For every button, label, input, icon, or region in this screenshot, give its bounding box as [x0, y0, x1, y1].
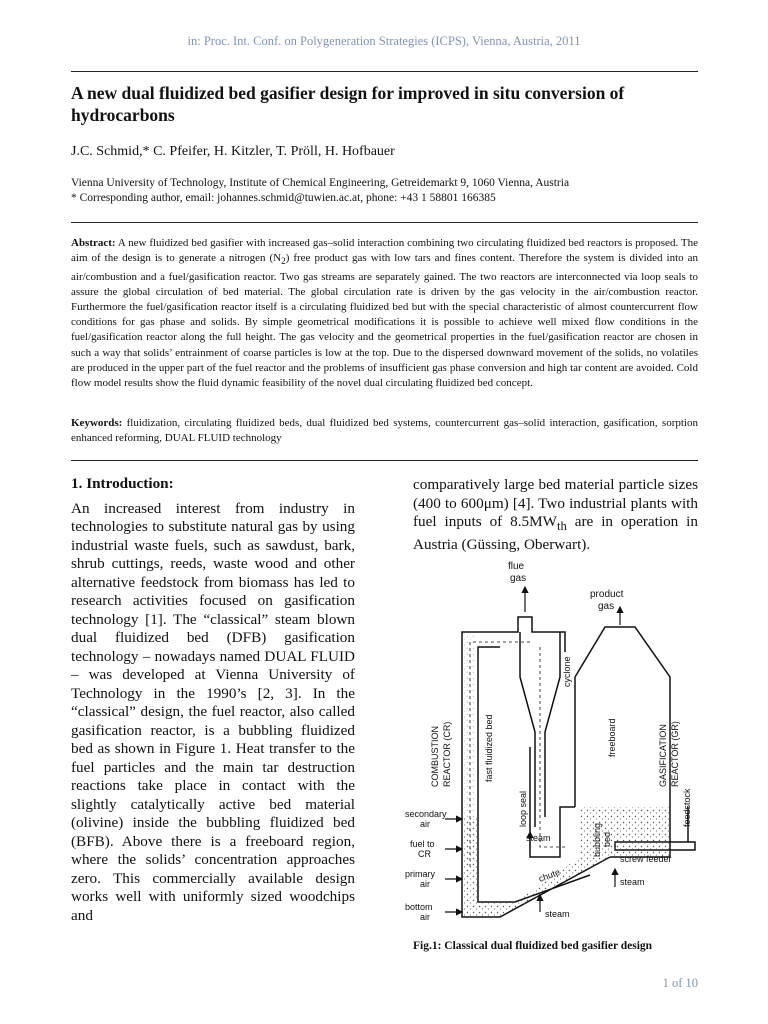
riser-flow-path — [470, 642, 530, 867]
section-rule — [71, 460, 698, 461]
feedstock-label: feedstock — [682, 788, 692, 827]
chute-label: chute — [537, 866, 562, 884]
fuel-to-cr-label-1: fuel to — [410, 839, 435, 849]
intro-text-right-a: comparatively large bed material particle sizes (400 to 600μm) [4]. Two industrial plants with fuel inputs of 8.5MW — [413, 476, 698, 530]
bubbling-bed-label-1: bubbling — [592, 822, 602, 857]
abstract-text-a: A new fluidized bed gasifier with increased gas–solid interaction combining two circulating fluidized bed reactors is proposed. The aim of the design is to generate a nitrogen (N — [71, 237, 698, 265]
abstract-rule — [71, 222, 698, 223]
secondary-air-label-2: air — [420, 819, 431, 829]
corresponding-author: * Corresponding author, email: johannes.schmid@tuwien.ac.at, phone: +43 1 58801 166385 — [71, 192, 496, 204]
product-gas-label-1: product — [590, 589, 624, 600]
intro-subscript: th — [556, 519, 567, 534]
keywords — [71, 416, 698, 446]
gasification-reactor-label-2: REACTOR (GR) — [670, 721, 680, 787]
top-rule — [71, 71, 698, 72]
paper-title: A new dual fluidized bed gasifier design for improved in situ conversion of hydrocarbons — [71, 83, 625, 125]
right-column — [413, 476, 698, 554]
affiliation-institute: Vienna University of Technology, Institute of Chemical Engineering, Getreidemarkt 9, 1060 Vienna, Austria — [71, 177, 570, 189]
steam-label-loop-seal: steam — [526, 833, 551, 843]
cyclone-label: cyclone — [562, 656, 572, 687]
flue-gas-label-1: flue — [508, 561, 525, 572]
left-column — [71, 475, 355, 925]
loop-seal-label: loop seal — [518, 790, 528, 827]
primary-air-label-1: primary — [405, 869, 436, 879]
fuel-to-cr-label-2: CR — [418, 849, 431, 859]
steam-label-chute: steam — [545, 909, 570, 919]
product-gas-label-2: gas — [598, 601, 615, 612]
primary-air-label-2: air — [420, 879, 431, 889]
bottom-air-label-2: air — [420, 912, 431, 922]
abstract-subscript: 2 — [281, 256, 286, 267]
affiliation-block — [71, 176, 569, 206]
bottom-air-label-1: bottom — [405, 902, 433, 912]
secondary-air-label-1: secondary — [405, 809, 447, 819]
flue-gas-label-2: gas — [510, 573, 527, 584]
bubbling-bed-label-2: bed — [602, 831, 612, 847]
author-list: J.C. Schmid,* C. Pfeifer, H. Kitzler, T. Pröll, H. Hofbauer — [71, 144, 395, 159]
intro-paragraph-left: An increased interest from industry in technologies to substitute natural gas by using industrial waste fuels, such as sawdust, bark, shrub cuttings, reeds, waste wood and other alternative feedstock from biomass has led to research activities focused on gasification technology [1]. The “classical” steam blown dual fluidized bed (DFB) gasification technology – nowadays named DUAL FLUID – was developed at Vienna University of Technology in the 1990’s [2, 3]. In the “classical” design, the fuel reactor, also called gasification reactor, is a bubbling fluidized bed as shown in Figure 1. Heat transfer to the fuel particles and the main tar destruction reactions take place in contact with the slightly catalytically active bed material (olivine) inside the bubbling fluidized bed (BFB). Above there is a freeboard region, where the solids’ concentration approaches zero. This commercially available design works well with uniformly sized woodchips and — [71, 499, 355, 924]
screw-feeder-label: screw feeder — [620, 854, 672, 864]
freeboard-label: freeboard — [607, 718, 617, 757]
keywords-text: fluidization, circulating fluidized beds, dual fluidized bed systems, countercurrent gas–solid interaction, gasification, sorption enhanced reforming, DUAL FLUID technology — [71, 417, 698, 445]
combustion-reactor-label-1: COMBUSTION — [430, 725, 440, 787]
gasifier-diagram — [400, 557, 700, 932]
fast-bed-label: fast fluidized bed — [484, 714, 494, 782]
intro-text-right-b: are in operation in Austria (Güssing, Oberwart). — [413, 513, 698, 553]
page-number: 1 of 10 — [662, 976, 698, 990]
cyclone-right-wall — [545, 632, 560, 817]
steam-label-gr: steam — [620, 877, 645, 887]
combustion-reactor-label-2: REACTOR (CR) — [442, 721, 452, 787]
gasifier-figure — [400, 557, 700, 932]
abstract-label: Abstract: — [71, 237, 116, 249]
gasification-reactor-label-1: GASIFICATION — [658, 724, 668, 787]
figure-caption: Fig.1: Classical dual fluidized bed gasifier design — [413, 940, 653, 952]
keywords-label: Keywords: — [71, 417, 123, 429]
conference-header: in: Proc. Int. Conf. on Polygeneration Strategies (ICPS), Vienna, Austria, 2011 — [187, 34, 581, 48]
abstract — [71, 236, 698, 391]
abstract-text-b: ) free product gas with low tars and fines content. Therefore the system is divided into an air/combustion and a fuel/gasification reactor. Two gas streams are separately gained. The two reactors are interconnected via loop seals to assure the global circulation of bed material. The global circulation rate is driven by the gas velocity in the air/combustion reactor. Furthermore the fuel/gasification reactor itself is a circulating fluidized bed but with the special characteristic of almost countercurrent flow conditions for gas phase and solids. By simple geometrical modifications it is possible to achieve well mixed flow conditions in the fuel/gasification reactor along the full height. The gas velocity and the geometrical properties in the fuel/gasification reactor are chosen in such a way that solids’ entrainment of coarse particles is low at the top. Due to the dispersed downward movement of the solids, no volatiles are produced in the upper part of the fuel reactor and the problems of insufficient gas phase conversion and high tar content are avoided. Cold flow model results show the fluid dynamic feasibility of the novel dual circulating fluidized bed concept. — [71, 252, 699, 390]
section-heading: 1. Introduction: — [71, 475, 174, 492]
